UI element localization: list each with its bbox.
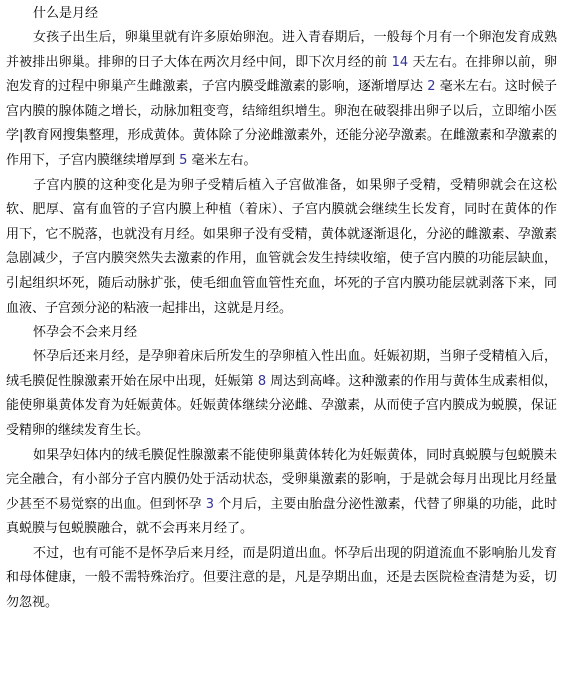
text-segment: 个月后，主要由胎盘分泌性激素，代替了卵巢的功能，此时真蜕膜与包蜕膜融合，就不会再来月经了。 (6, 496, 557, 537)
number-14: 14 (391, 54, 409, 70)
number-2: 2 (427, 79, 436, 95)
text-segment: 周达到高峰。这种激素的作用与黄体生成素相似，能使卵巢黄体发育为妊娠黄体。妊娠黄体继续分泌雌、孕激素，从而使子宫内膜成为蜕膜，保证受精卵的继续发育生长。 (6, 373, 557, 438)
text-segment: 毫米左右。 (187, 152, 257, 168)
paragraph-ovulation (6, 26, 557, 174)
number-3: 3 (205, 496, 214, 512)
number-5: 5 (179, 152, 188, 168)
text-segment: 天左右。在排卵以前，卵泡发育的过程中卵巢产生雌激素，子宫内膜受雌激素的影响，逐渐增厚达 (6, 54, 557, 95)
text-segment: 如果孕妇体内的绒毛膜促性腺激素不能使卵巢黄体转化为妊娠黄体，同时真蜕膜与包蜕膜未完全融合，有小部分子宫内膜仍处于活动状态，受卵巢激素的影响，于是就会每月出现比月经量少甚至不易觉察的出血。但到怀孕 (6, 447, 557, 512)
text-segment: 女孩子出生后，卵巢里就有许多原始卵泡。进入青春期后，一般每个月有一个卵泡发育成熟并被排出卵巢。排卵的日子大体在两次月经中间，即下次月经的前 (6, 30, 557, 70)
paragraph-implantation-bleeding (6, 345, 557, 443)
heading-pregnancy-menstruation: 怀孕会不会来月经 (33, 325, 138, 341)
paragraph-endometrium: 子宫内膜的这种变化是为卵子受精后植入子宫做准备，如果卵子受精，受精卵就会在这松软、肥厚、富有血管的子宫内膜上种植（着床）、子宫内膜就会继续生长发育，同时在黄体的作用下，它不脱落，也就没有月经。如果卵子没有受精，黄体就逐渐退化，分泌的雌激素、孕激素急剧减少，子宫内膜突然失去激素的作用，血管就会发生持续收缩，使子宫内膜的功能层缺血，引起组织坏死，随后动脉扩张，使毛细血管血管性充血，坏死的子宫内膜功能层就剥落下来，同血液、子宫颈分泌的粘液一起排出，这就是月经。 (6, 177, 557, 316)
number-8: 8 (257, 373, 267, 389)
paragraph-hcg (6, 444, 557, 542)
text-segment: 怀孕后还来月经，是孕卵着床后所发生的孕卵植入性出血。妊娠初期，当卵子受精植入后，绒毛膜促性腺激素开始在尿中出现，妊娠第 (6, 349, 557, 389)
heading-what-is-menstruation: 什么是月经 (33, 6, 99, 21)
text-segment: 毫米左右。这时候子宫内膜的腺体随之增长，动脉加粗变弯，结缔组织增生。卵泡在破裂排出卵子以后，立即缩小医学|教育网搜集整理，形成黄体。黄体除了分泌雌激素外，还能分泌孕激素。在雌激素和孕激素的作用下，子宫内膜继续增厚到 (6, 79, 557, 168)
paragraph-vaginal-bleeding: 不过，也有可能不是怀孕后来月经，而是阴道出血。怀孕后出现的阴道流血不影响胎儿发育和母体健康，一般不需特殊治疗。但要注意的是，凡是孕期出血，还是去医院检查清楚为妥，切勿忽视。 (6, 545, 557, 611)
